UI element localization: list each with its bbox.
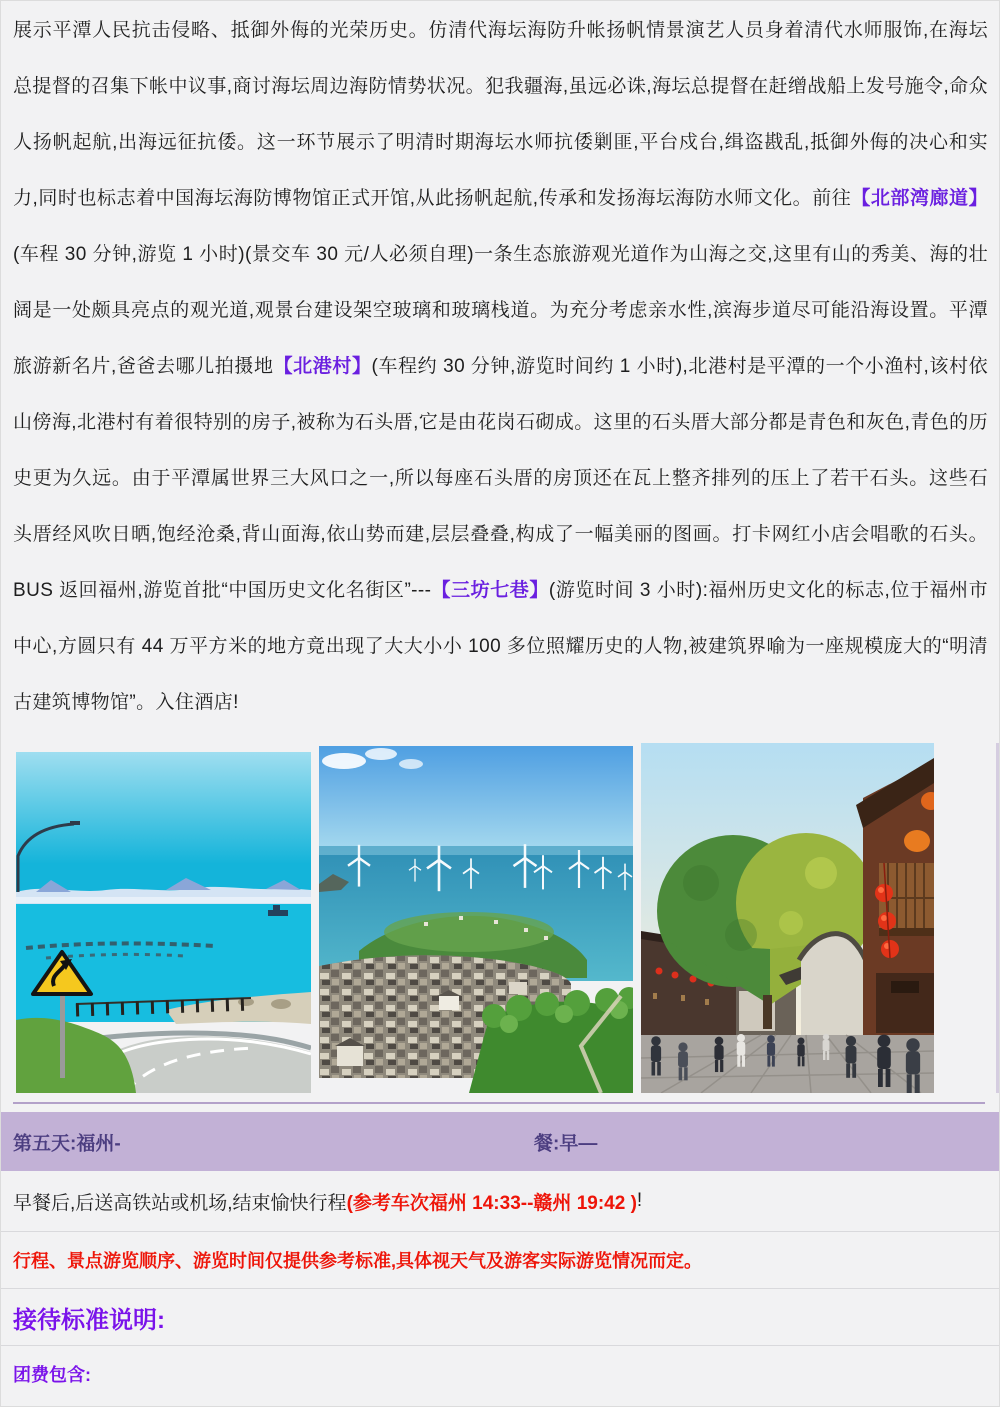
reception-heading-text: 接待标准说明:	[13, 1306, 165, 1334]
itinerary-text: (游览时间 3 小时):福州历史文化的标志,位于福州市中心,方圆只有 44 万平方米的地方竟出现了大大小小 100 多位照耀历史的人物,被建筑界喻为一座规模庞大的“明清古建筑博物馆”。入住酒店!	[13, 580, 989, 713]
purple-separator	[13, 1102, 985, 1104]
attraction-beibuwan-corridor: 【北部湾廊道】	[851, 188, 988, 209]
departure-row	[1, 1171, 999, 1232]
itinerary-paragraph	[1, 1, 999, 731]
reception-standard-heading	[1, 1289, 999, 1346]
orange-lantern	[904, 830, 930, 852]
attraction-sanfang-qixiang: 【三坊七巷】	[431, 580, 549, 601]
departure-text: 早餐后,后送高铁站或机场,结束愉快行程	[13, 1192, 347, 1214]
fee-include-heading	[1, 1346, 999, 1402]
meals-label: 餐:早—	[534, 1133, 598, 1154]
coastal-road-image	[16, 752, 311, 1093]
wind-village-image	[319, 746, 633, 1093]
photo-strip	[1, 743, 999, 1093]
day-banner	[1, 1112, 999, 1171]
heart-tree-street-image	[641, 743, 934, 1093]
reference-train-highlight: (参考车次福州 14:33--赣州 19:42 )	[346, 1192, 637, 1214]
departure-text-end: !	[636, 1190, 643, 1211]
tree-trunk	[763, 995, 772, 1029]
photo-coastal-road	[16, 752, 311, 1093]
photo-heart-tree-street	[641, 743, 934, 1093]
photo-wind-village	[319, 746, 633, 1093]
attraction-beigang-village: 【北港村】	[273, 356, 372, 377]
notice-text: 行程、景点游览顺序、游览时间仅提供参考标准,具体视天气及游客实际游览情况而定。	[13, 1251, 702, 1271]
grass	[16, 1018, 136, 1093]
fee-heading-text: 团费包含:	[13, 1365, 91, 1385]
itinerary-text: (车程 30 分钟,游览 1 小时)(景交车 30 元/人必须自理)一条生态旅游观光道作为山海之交,这里有山的秀美、海的壮阔是一处颇具亮点的观光道,观景台建设架空玻璃和玻璃栈道。为充分考虑亲水性,滨海步道尽可能沿海设置。平潭旅游新名片,爸爸去哪儿拍摄地	[13, 244, 988, 377]
itinerary-text: (车程约 30 分钟,游览时间约 1 小时),北港村是平潭的一个小渔村,该村依山傍海,北港村有着很特别的房子,被称为石头厝,它是由花岗石砌成。这里的石头厝大部分都是青色和灰色,青色的历史更为久远。由于平潭属世界三大风口之一,所以每座石头厝的房顶还在瓦上整齐排列的压上了若干石头。这些石头厝经风吹日晒,饱经沧桑,背山面海,依山势而建,层层叠叠,构成了一幅美丽的图画。打卡网红小店会唱歌的石头。BUS 返回福州,游览首批“中国历史文化名街区”---	[13, 356, 988, 601]
notice-row	[1, 1232, 999, 1289]
itinerary-text: 展示平潭人民抗击侵略、抵御外侮的光荣历史。仿清代海坛海防升帐扬帆情景演艺人员身着清代水师服饰,在海坛总提督的召集下帐中议事,商讨海坛周边海防情势状况。犯我疆海,虽远必诛,海坛总提督在赶缯战船上发号施令,命众人扬帆起航,出海远征抗倭。这一环节展示了明清时期海坛水师抗倭剿匪,平台戍台,缉盗戡乱,抵御外侮的决心和实力,同时也标志着中国海坛海防博物馆正式开馆,从此扬帆起航,传承和发扬海坛海防水师文化。前往	[13, 20, 988, 209]
sky	[319, 746, 633, 856]
day-label: 第五天:福州-	[13, 1133, 121, 1154]
